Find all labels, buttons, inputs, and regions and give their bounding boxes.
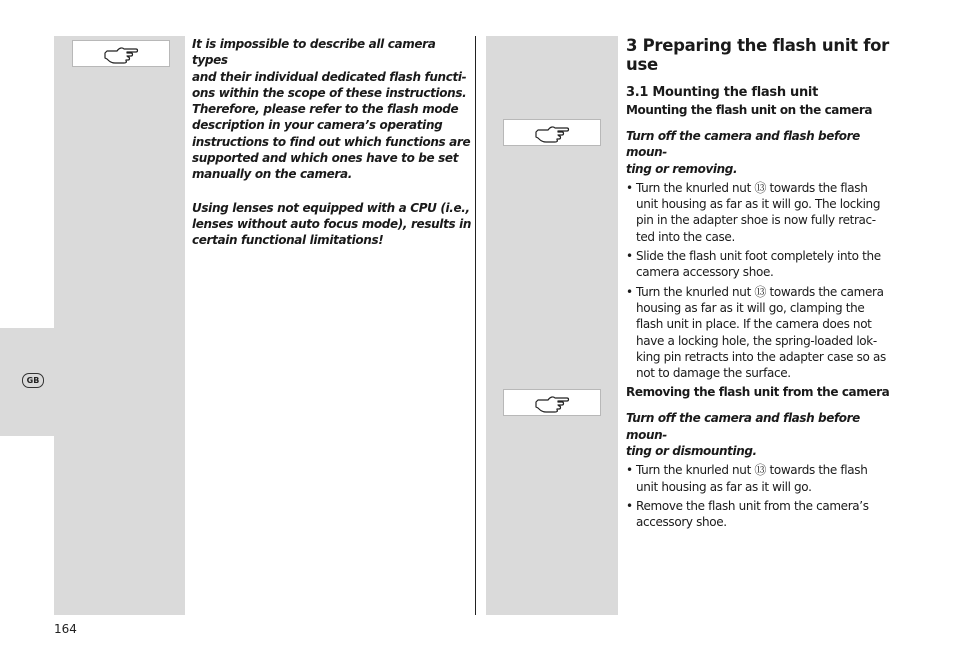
note-paragraph-1: It is impossible to describe all camera types and their individual dedicated flash functi- ons within the scope of these instructions. Therefore, please refer to the flash mode description in your camera’s operating instructions to find out which functions are supported and which ones have to be set manually on the camera. [192, 37, 471, 182]
page-number: 164 [54, 622, 77, 636]
mounting-warning: Turn off the camera and flash before moun- ting or removing. [626, 129, 860, 176]
note-marker-1 [72, 40, 170, 67]
list-item: • Turn the knurled nut ⑬ towards the flash unit housing as far as it will go. [626, 462, 902, 495]
removing-heading: Removing the flash unit from the camera [626, 385, 890, 400]
camera-compatibility-note [192, 36, 472, 249]
pointing-hand-icon [534, 123, 570, 143]
note-marker-3 [503, 389, 601, 416]
note-marker-2 [503, 119, 601, 146]
removing-steps [626, 462, 902, 530]
section-title: 3 Preparing the flash unit for use [626, 36, 889, 74]
mounting-heading: Mounting the flash unit on the camera [626, 103, 873, 117]
list-item: • Slide the flash unit foot completely into the camera accessory shoe. [626, 248, 902, 281]
list-item: • Turn the knurled nut ⑬ towards the flash unit housing as far as it will go. The locking pin in the adapter shoe is now fully retrac- ted into the case. [626, 180, 902, 245]
column-divider [475, 36, 476, 615]
mounting-section [626, 36, 902, 531]
note-paragraph-2: Using lenses not equipped with a CPU (i.e., lenses without auto focus mode), results in certain functional limitations! [192, 200, 472, 248]
language-badge: GB [22, 373, 44, 388]
list-item: • Turn the knurled nut ⑬ towards the camera housing as far as it will go, clamping the flash unit in place. If the camera does not have a locking hole, the spring-loaded lok- king pin retracts into the adapter case so as not to damage the surface. [626, 284, 902, 382]
pointing-hand-icon [534, 393, 570, 413]
list-item: • Remove the flash unit from the camera’s accessory shoe. [626, 498, 902, 531]
pointing-hand-icon [103, 44, 139, 64]
removing-warning: Turn off the camera and flash before moun- ting or dismounting. [626, 411, 860, 459]
subsection-title: 3.1 Mounting the flash unit [626, 85, 818, 100]
left-margin-panel [54, 36, 185, 615]
mounting-steps [626, 180, 902, 382]
